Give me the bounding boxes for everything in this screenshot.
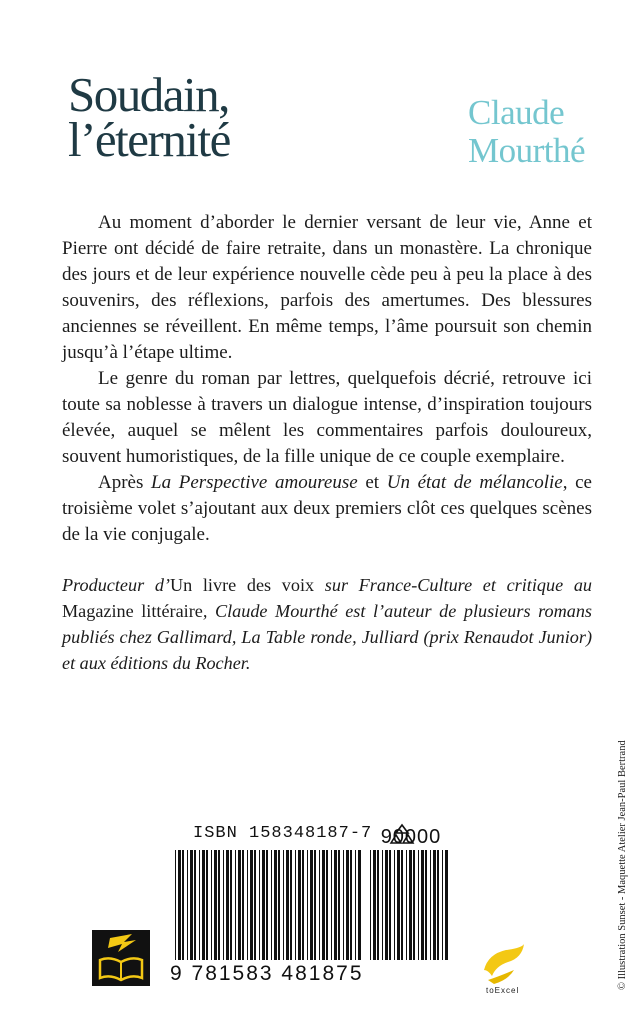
addon-barcode-bar <box>389 850 391 960</box>
bio-magazine-title: Magazine littéraire <box>62 601 203 621</box>
addon-barcode-bar <box>430 850 431 960</box>
ean-barcode-bar <box>355 850 356 960</box>
publisher-name: toExcel <box>486 986 520 995</box>
ean-barcode-bar <box>302 850 304 960</box>
ean-barcode-bar <box>314 850 316 960</box>
ean-barcode-bar <box>346 850 349 960</box>
toexcel-swoosh-icon <box>478 940 528 986</box>
ean-barcode-bar <box>235 850 236 960</box>
ean-barcode-bar <box>226 850 229 960</box>
ean-barcode-bar <box>271 850 272 960</box>
ean-barcode-bar <box>310 850 313 960</box>
ean-barcode-bar <box>266 850 268 960</box>
book-title-1: La Perspective amoureuse <box>151 472 358 493</box>
author-first-name: Claude <box>468 93 565 132</box>
ean-barcode-bar <box>338 850 340 960</box>
addon-barcode-bar <box>442 850 443 960</box>
ean-barcode-bar <box>298 850 301 960</box>
author-bio <box>62 572 592 676</box>
ean-barcode-bar <box>274 850 277 960</box>
ean-barcode-bar <box>187 850 188 960</box>
addon-barcode-bar <box>370 850 371 960</box>
ean-barcode-bar <box>211 850 212 960</box>
addon-barcode-bar <box>385 850 388 960</box>
addon-barcode-bar <box>437 850 439 960</box>
title-line-1: Soudain, <box>68 67 229 122</box>
blurb-paragraph-3 <box>62 470 592 548</box>
ean-barcode-bar <box>230 850 232 960</box>
ean-barcode-bar <box>262 850 265 960</box>
ean-barcode-bar <box>202 850 205 960</box>
ean-barcode-bar <box>218 850 220 960</box>
addon-barcode-bar <box>397 850 400 960</box>
addon-barcode-bar <box>421 850 424 960</box>
book-title-2: Un état de mélancolie <box>386 472 563 493</box>
addon-barcode-bar <box>409 850 412 960</box>
isbn-label: ISBN 158348187-7 <box>193 824 373 843</box>
addon-barcode-bar <box>445 850 448 960</box>
barcode-addon-digits: 90000 <box>380 826 442 848</box>
ean-barcode-bar <box>343 850 344 960</box>
ean-barcode-bar <box>326 850 328 960</box>
ean-barcode-bar <box>250 850 253 960</box>
ean-barcode-bar <box>175 850 176 960</box>
title-line-2: l’éternité <box>68 112 230 167</box>
addon-barcode-bar <box>433 850 436 960</box>
ean-barcode-bar <box>242 850 244 960</box>
ean-barcode-bar <box>206 850 208 960</box>
addon-barcode-bar <box>413 850 415 960</box>
addon-barcode-bar <box>406 850 407 960</box>
book-logo-icon <box>92 930 150 986</box>
blurb-p3-text-c: , ce troisième volet s’ajoutant aux deux premiers clôt ces quelques scènes de la vie conjugale. <box>62 472 592 545</box>
ean-barcode-bar <box>350 850 352 960</box>
ean-barcode-bar <box>295 850 296 960</box>
ean-barcode-bar <box>223 850 224 960</box>
bio-text-c: sur France-Culture et critique au <box>314 575 593 595</box>
author-last-name: Mourthé <box>468 131 586 170</box>
ean-barcode-bar <box>214 850 217 960</box>
addon-barcode-bar <box>377 850 379 960</box>
ean-barcode-bar <box>194 850 196 960</box>
ean-barcode-bar <box>283 850 284 960</box>
ean-barcode-bar <box>259 850 260 960</box>
blurb-p3-text-b: et <box>357 472 387 493</box>
ean-barcode-bar <box>238 850 241 960</box>
ean-barcode-bar <box>286 850 289 960</box>
addon-barcode-bar <box>373 850 376 960</box>
blurb <box>62 210 592 548</box>
ean-barcode-bar <box>307 850 308 960</box>
author-name <box>468 94 618 170</box>
ean-barcode-bar <box>331 850 332 960</box>
ean-barcode-bar <box>247 850 248 960</box>
ean-barcode-bar <box>290 850 292 960</box>
ean-barcode-bar <box>334 850 337 960</box>
addon-barcode <box>370 850 448 960</box>
ean-barcode-bar <box>190 850 193 960</box>
addon-barcode-bar <box>394 850 395 960</box>
bio-text-a: Producteur d’ <box>62 575 170 595</box>
ean-barcode-bar <box>322 850 325 960</box>
bio-show-title: Un livre des voix <box>169 575 315 595</box>
illustration-credit: © Illustration Sunset - Maquette Atelier Jean-Paul Bertrand <box>617 740 628 990</box>
book-title <box>68 67 368 167</box>
ean-barcode-bar <box>178 850 181 960</box>
blurb-p3-text-a: Après <box>98 472 152 493</box>
addon-barcode-bar <box>425 850 427 960</box>
ean-barcode-bar <box>254 850 256 960</box>
ean-digits: 9 781583 481875 <box>170 962 364 985</box>
blurb-paragraph-2: Le genre du roman par lettres, quelquefois décrié, retrouve ici toute sa noblesse à travers un dialogue intense, d’inspiration toujours élevée, auquel se mêlent les commentaires parfois douloureux, souvent humoristiques, de la fille unique de ce couple exemplaire. <box>62 368 592 467</box>
ean-barcode <box>175 850 361 960</box>
addon-barcode-bar <box>382 850 383 960</box>
addon-barcode-bar <box>418 850 419 960</box>
ean-barcode-bar <box>278 850 280 960</box>
ean-barcode-bar <box>182 850 184 960</box>
ean-barcode-bar <box>319 850 320 960</box>
bio-text-e: , Claude Mourthé est l’auteur de plusieurs romans publiés chez Gallimard, La Table ronde, Julliard (prix Renaudot Junior) et aux éditions du Rocher. <box>62 601 592 673</box>
addon-barcode-bar <box>401 850 403 960</box>
blurb-paragraph-1: Au moment d’aborder le dernier versant de leur vie, Anne et Pierre ont décidé de faire retraite, dans un monastère. La chronique des jours et de leur expérience nouvelle cède peu à peu la place à des souvenirs, des réflexions, parfois des amertumes. Des blessures anciennes se réveillent. En même temps, l’âme poursuit son chemin jusqu’à l’étape ultime. <box>62 212 592 363</box>
ean-barcode-bar <box>358 850 361 960</box>
ean-barcode-bar <box>199 850 200 960</box>
